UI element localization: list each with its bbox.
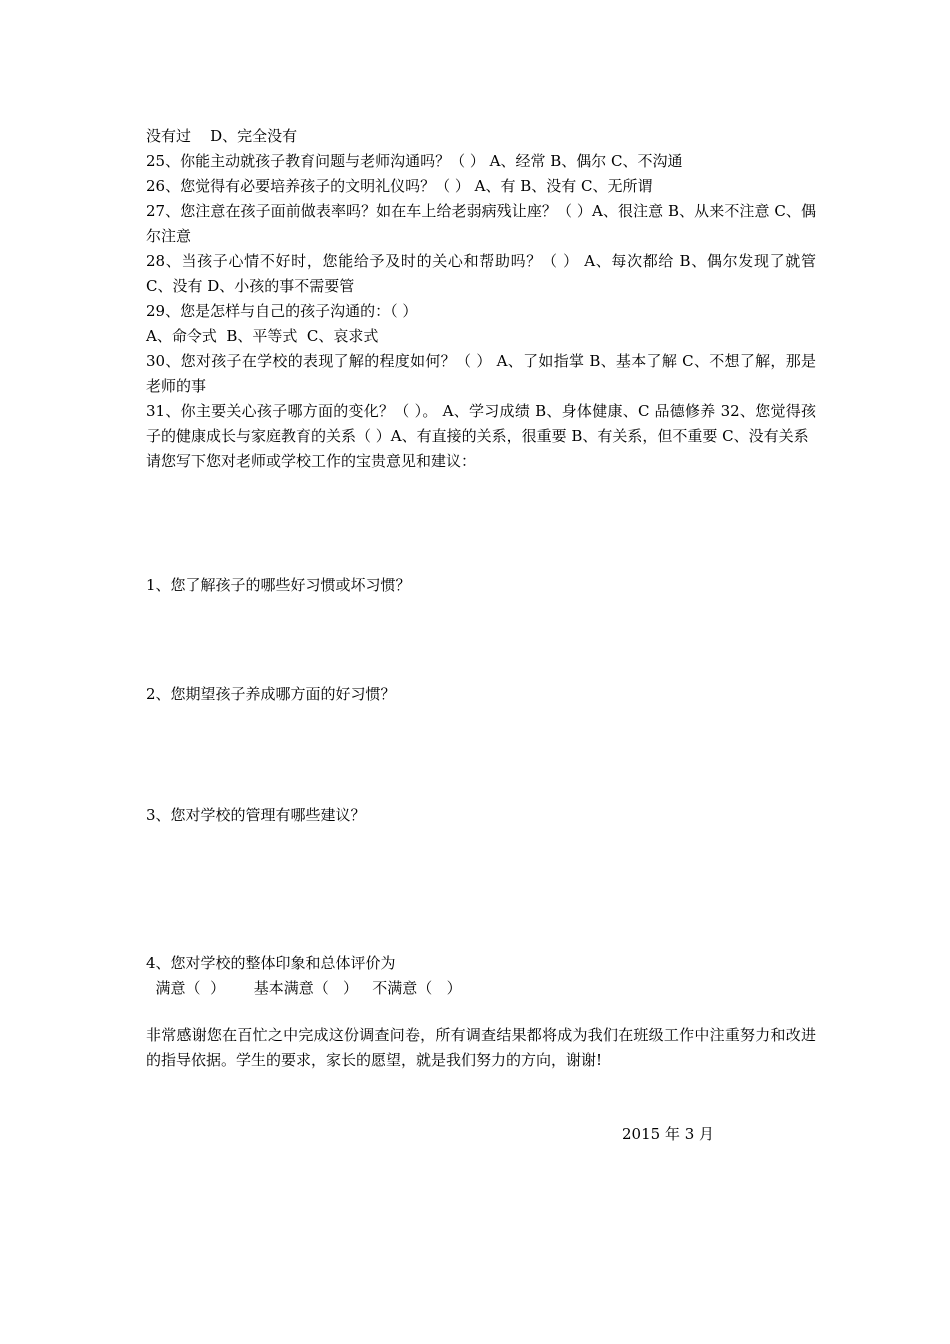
answer-space — [146, 828, 816, 951]
question-31-32: 31、你主要关心孩子哪方面的变化？（ ）。 A、学习成绩 B、身体健康、C 品德修养 32、您觉得孩子的健康成长与家庭教育的关系（ ）A、有直接的关系，很重要 B、有关系，但不重要 C、没有关系 — [146, 402, 816, 445]
open-question-2: 2、您期望孩子养成哪方面的好习惯？ — [146, 685, 396, 703]
open-question-1: 1、您了解孩子的哪些好习惯或坏习惯？ — [146, 576, 411, 594]
question-26: 26、您觉得有必要培养孩子的文明礼仪吗？（ ） A、有 B、没有 C、无所谓 — [146, 177, 653, 195]
question-24-tail: 没有过 D、完全没有 — [146, 127, 298, 145]
answer-space — [146, 598, 816, 682]
suggestion-prompt: 请您写下您对老师或学校工作的宝贵意见和建议： — [146, 452, 477, 470]
question-25: 25、你能主动就孩子教育问题与老师沟通吗？（ ） A、经常 B、偶尔 C、不沟通 — [146, 152, 683, 170]
answer-space — [146, 474, 816, 573]
date: 2015 年 3 月 — [622, 1125, 715, 1143]
survey-page — [146, 124, 816, 1073]
thank-you-note: 非常感谢您在百忙之中完成这份调查问卷，所有调查结果都将成为我们在班级工作中注重努力和改进的指导依据。学生的要求，家长的愿望，就是我们努力的方向，谢谢! — [146, 1026, 816, 1069]
question-29-options: A、命令式 B、平等式 C、哀求式 — [146, 327, 379, 345]
open-question-3: 3、您对学校的管理有哪些建议？ — [146, 806, 366, 824]
question-28: 28、当孩子心情不好时，您能给予及时的关心和帮助吗？（ ） A、每次都给 B、偶尔发现了就管 C、没有 D、小孩的事不需要管 — [146, 252, 816, 295]
question-30: 30、您对孩子在学校的表现了解的程度如何？（ ） A、了如指掌 B、基本了解 C、不想了解，那是老师的事 — [146, 352, 816, 395]
rating-options: 满意（ ） 基本满意（ ） 不满意（ ） — [146, 979, 462, 997]
spacer — [146, 1001, 816, 1023]
answer-space — [146, 707, 816, 803]
question-27: 27、您注意在孩子面前做表率吗？如在车上给老弱病残让座？（ ）A、很注意 B、从来不注意 C、偶尔注意 — [146, 202, 816, 245]
question-29: 29、您是怎样与自己的孩子沟通的：（ ） — [146, 302, 418, 320]
open-question-4: 4、您对学校的整体印象和总体评价为 — [146, 954, 396, 972]
